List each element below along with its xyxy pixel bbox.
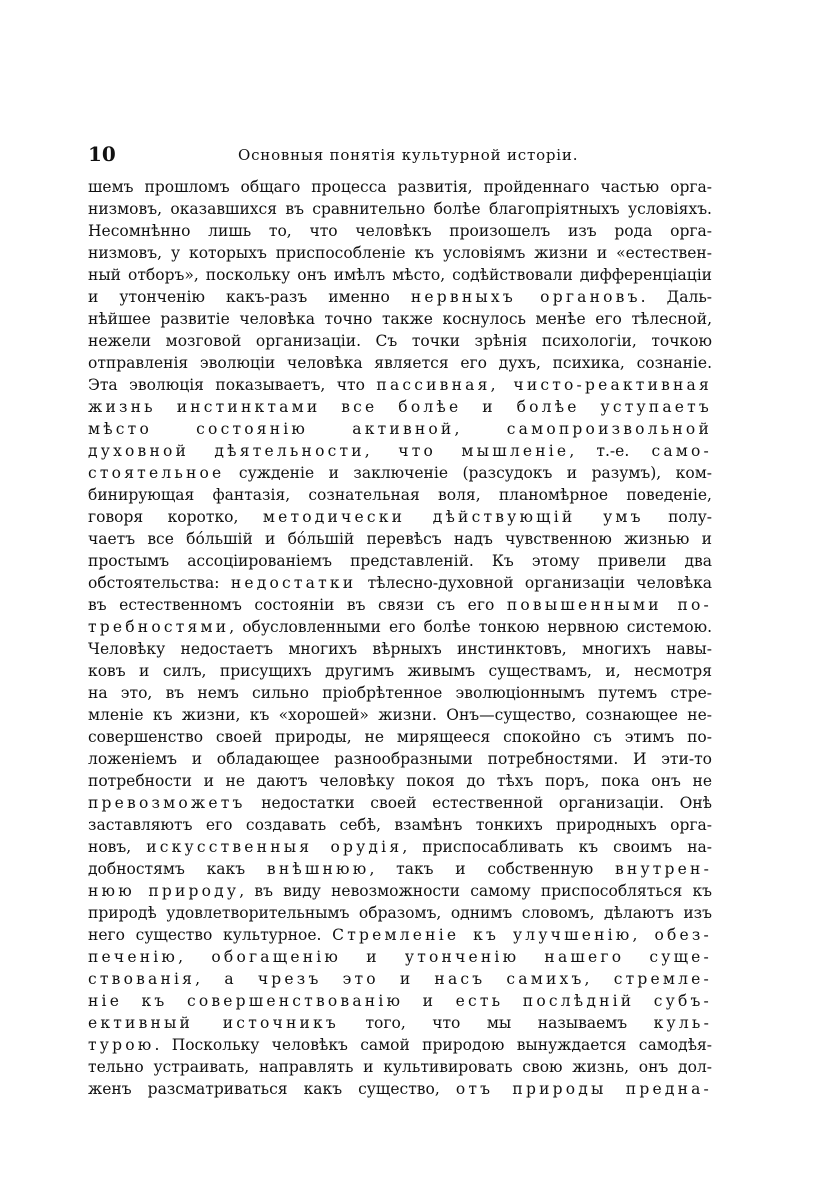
text-line [88, 594, 712, 616]
text-line [88, 550, 712, 572]
spaced-emphasis: искусственныя орудія [146, 838, 403, 856]
text-run: сужденіе и заключеніе (разсудокъ и разумъ), ком- [224, 464, 712, 482]
running-title: Основныя понятія культурной исторіи. [238, 146, 579, 164]
spaced-emphasis: само- [651, 442, 712, 460]
text-line [88, 902, 712, 924]
text-line [88, 858, 712, 880]
text-line [88, 616, 712, 638]
text-line [88, 308, 712, 330]
spaced-emphasis: стоятельное [88, 464, 225, 482]
spaced-emphasis: нюю природу [88, 882, 240, 900]
text-run: тѣлесно-духовной организаціи человѣка [356, 574, 712, 592]
text-run: , приспосабливать къ своимъ на- [402, 838, 712, 856]
text-line [88, 1034, 712, 1056]
text-run: ковъ и силъ, присущихъ другимъ живымъ существамъ, и, несмотря [88, 662, 712, 680]
text-line [88, 506, 712, 528]
spaced-emphasis: ніе къ совершенствованію и есть послѣдній субъ- [88, 992, 712, 1010]
text-line [88, 440, 712, 462]
text-line [88, 396, 712, 418]
spaced-emphasis: повышенными по- [506, 596, 712, 614]
spaced-emphasis: Стремленіе къ улучшенію, обез- [332, 926, 712, 944]
text-line [88, 990, 712, 1012]
text-line [88, 264, 712, 286]
spaced-emphasis: духовной дѣятельности, что мышленіе [88, 442, 570, 460]
text-line [88, 924, 712, 946]
text-run: въ естественномъ состояніи въ связи съ его [88, 596, 507, 614]
text-run: добностямъ какъ [88, 860, 267, 878]
spaced-emphasis: мѣсто состоянію активной, самопроизвольной [88, 420, 712, 438]
text-run: нѣйшее развитіе человѣка точно также коснулось менѣе его тѣлесной, [88, 310, 712, 328]
text-run: потребности и не даютъ человѣку покоя до тѣхъ поръ, пока онъ не [88, 772, 712, 790]
text-run: , обусловленными его болѣе тонкою нервною системою. [229, 618, 712, 636]
text-line [88, 242, 712, 264]
text-line [88, 484, 712, 506]
spaced-emphasis: отъ природы предна- [455, 1080, 712, 1098]
text-run: Несомнѣнно лишь то, что человѣкъ произошелъ изъ рода орга- [88, 222, 712, 240]
text-line [88, 462, 712, 484]
text-run: новъ, [88, 838, 147, 856]
text-line [88, 770, 712, 792]
text-run: шемъ прошломъ общаго процесса развитія, пройденнаго частью орга- [88, 178, 712, 196]
page-number: 10 [88, 142, 116, 166]
spaced-emphasis: жизнь инстинктами все болѣе и болѣе уступаетъ [88, 398, 712, 416]
text-run: недостатки своей естественной организаціи. Онѣ [245, 794, 712, 812]
text-run: Эта эволюція показываетъ, что [88, 376, 377, 394]
text-run: , такъ и собственную [369, 860, 615, 878]
text-line [88, 176, 712, 198]
text-run: бинирующая фантазія, сознательная воля, планомѣрное поведеніе, [88, 486, 712, 504]
text-run: . Поскольку человѣкъ самой природою вынуждается самодѣя- [154, 1036, 712, 1054]
text-line [88, 418, 712, 440]
running-head [88, 142, 728, 166]
text-run: , въ виду невозможности самому приспособляться къ [239, 882, 712, 900]
spaced-emphasis: внутрен- [615, 860, 713, 878]
text-line [88, 880, 712, 902]
text-line [88, 946, 712, 968]
text-run: того, что мы называемъ [338, 1014, 654, 1032]
spaced-emphasis: печенію, обогащенію и утонченію нашего суще- [88, 948, 712, 966]
spaced-emphasis: нервныхъ органовъ [410, 288, 641, 306]
text-run: него существо культурное. [88, 926, 333, 944]
text-line [88, 330, 712, 352]
text-run: совершенство своей природы, не мирящееся спокойно съ этимъ по- [88, 728, 712, 746]
text-run: ложеніемъ и обладающее разнообразными потребностями. И эти-то [88, 750, 712, 768]
text-line [88, 726, 712, 748]
spaced-emphasis: недостатки [230, 574, 357, 592]
text-run: полу- [643, 508, 712, 526]
text-line [88, 528, 712, 550]
text-run: ный отборъ», поскольку онъ имѣлъ мѣсто, содѣйствовали дифференціаціи [88, 266, 712, 284]
text-line [88, 704, 712, 726]
text-run: мленіе къ жизни, къ «хорошей» жизни. Онъ—существо, сознающее не- [88, 706, 712, 724]
text-run: чаетъ все бóльшій и бóльшій перевѣсъ надъ чувственною жизнью и [88, 530, 712, 548]
text-run: низмовъ, оказавшихся въ сравнительно болѣе благопріятныхъ условіяхъ. [88, 200, 712, 218]
spaced-emphasis: турою [88, 1036, 155, 1054]
spaced-emphasis: внѣшнюю [266, 860, 370, 878]
text-run: женъ разсматриваться какъ существо, [88, 1080, 456, 1098]
text-line [88, 220, 712, 242]
text-run: . Даль- [640, 288, 712, 306]
text-run: на это, въ немъ сильно пріобрѣтенное эволюціоннымъ путемъ стре- [88, 684, 712, 702]
body-text [88, 176, 712, 1100]
text-run: низмовъ, у которыхъ приспособленіе къ условіямъ жизни и «естествен- [88, 244, 712, 262]
text-line [88, 286, 712, 308]
spaced-emphasis: методически дѣйствующій умъ [262, 508, 644, 526]
text-line [88, 638, 712, 660]
text-line [88, 198, 712, 220]
text-run: отправленія эволюціи человѣка является его духъ, психика, сознаніе. [88, 354, 712, 372]
text-line [88, 660, 712, 682]
text-line [88, 352, 712, 374]
text-line [88, 1012, 712, 1034]
spaced-emphasis: куль- [653, 1014, 713, 1032]
text-line [88, 748, 712, 770]
text-line [88, 814, 712, 836]
text-line [88, 792, 712, 814]
text-run: природѣ удовлетворительнымъ образомъ, однимъ словомъ, дѣлаютъ изъ [88, 904, 712, 922]
spaced-emphasis: ективный источникъ [88, 1014, 339, 1032]
text-run: тельно устраивать, направлять и культивировать свою жизнь, онъ дол- [88, 1058, 712, 1076]
text-line [88, 968, 712, 990]
spaced-emphasis: ствованія, а чрезъ это и насъ самихъ, стремле- [88, 970, 712, 988]
spaced-emphasis: превозможетъ [88, 794, 246, 812]
text-run: нежели мозговой организаціи. Съ точки зрѣнія психологіи, точкою [88, 332, 712, 350]
text-line [88, 836, 712, 858]
spaced-emphasis: требностями [88, 618, 230, 636]
text-run: простымъ ассоціированіемъ представленій. Къ этому привели два [88, 552, 712, 570]
text-line [88, 1078, 712, 1100]
text-run: обстоятельства: [88, 574, 231, 592]
text-line [88, 1056, 712, 1078]
text-line [88, 682, 712, 704]
spaced-emphasis: пассивная, чисто-реактивная [376, 376, 712, 394]
text-run: , т.-е. [569, 442, 652, 460]
text-run: говоря коротко, [88, 508, 263, 526]
text-run: заставляютъ его создавать себѣ, взамѣнъ тонкихъ природныхъ орга- [88, 816, 712, 834]
text-run: и утонченію какъ-разъ именно [88, 288, 411, 306]
text-line [88, 374, 712, 396]
text-run: Человѣку недостаетъ многихъ вѣрныхъ инстинктовъ, многихъ навы- [88, 640, 712, 658]
text-line [88, 572, 712, 594]
